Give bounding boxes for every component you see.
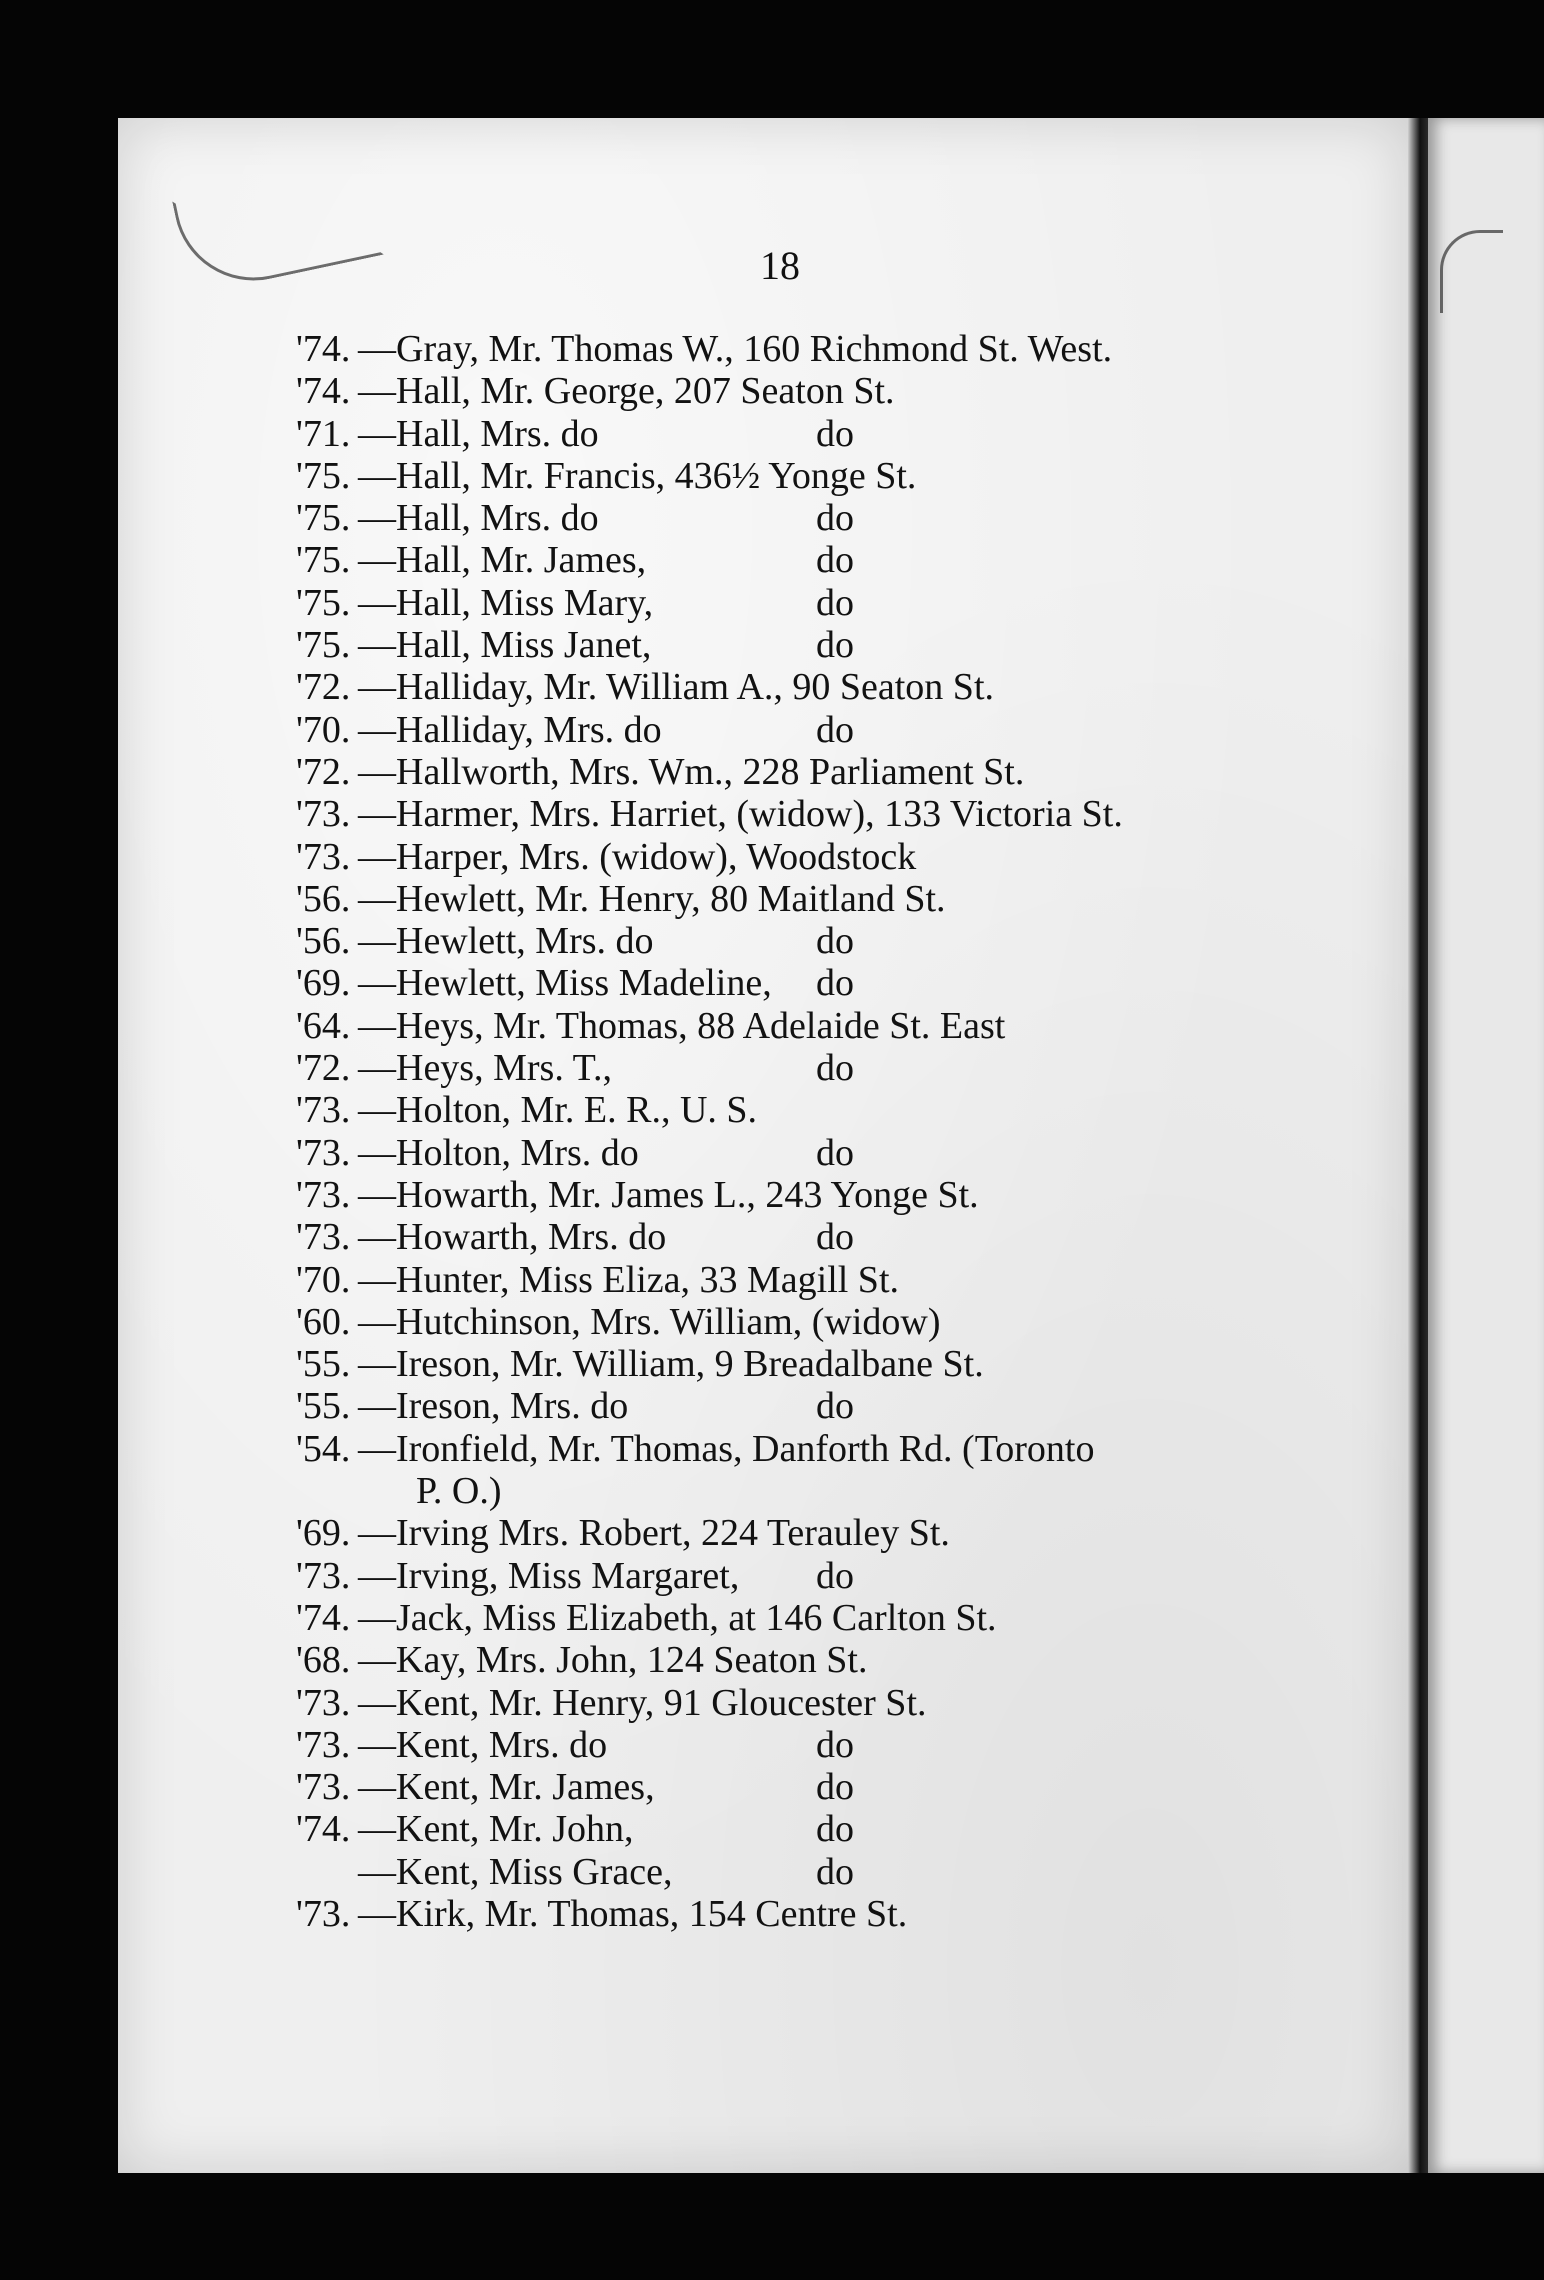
entry-year: '73.	[296, 1131, 351, 1174]
entry-ditto: do	[816, 539, 854, 582]
entry-year: '69.	[296, 1512, 351, 1555]
entry-dash: —	[358, 1131, 396, 1174]
entry-name: Irving Mrs. Robert, 224 Terauley St.	[396, 1512, 950, 1555]
entry-name: Hall, Mrs. do	[396, 412, 599, 455]
list-entry	[296, 1470, 1296, 1512]
list-entry	[296, 666, 1296, 708]
list-entry	[296, 793, 1296, 835]
entry-year: '60.	[296, 1300, 351, 1343]
entry-year: '73.	[296, 1723, 351, 1766]
entry-dash: —	[358, 1512, 396, 1555]
entry-dash: —	[358, 454, 396, 497]
book-gutter	[1408, 118, 1428, 2173]
list-entry	[296, 836, 1296, 878]
list-entry	[296, 1512, 1296, 1554]
list-entry	[296, 1766, 1296, 1808]
entry-year: '74.	[296, 370, 351, 413]
entry-name: Holton, Mr. E. R., U. S.	[396, 1089, 758, 1132]
entry-year: '75.	[296, 624, 351, 667]
list-entry	[296, 1089, 1296, 1131]
entry-name: Heys, Mr. Thomas, 88 Adelaide St. East	[396, 1004, 1006, 1047]
entry-ditto: do	[816, 1850, 854, 1893]
entry-name: Kent, Mrs. do	[396, 1723, 608, 1766]
list-entry	[296, 1132, 1296, 1174]
entry-name: Hall, Mr. George, 207 Seaton St.	[396, 370, 895, 413]
entry-dash: —	[358, 1427, 396, 1470]
entry-year: '73.	[296, 1766, 351, 1809]
entry-name: Hewlett, Mr. Henry, 80 Maitland St.	[396, 877, 946, 920]
entry-year: '64.	[296, 1004, 351, 1047]
entry-dash: —	[358, 1639, 396, 1682]
entry-year: '74.	[296, 328, 351, 370]
entry-ditto: do	[816, 1723, 854, 1766]
entry-dash: —	[358, 497, 396, 540]
list-entry	[296, 413, 1296, 455]
entry-dash: —	[358, 624, 396, 667]
entry-year: '70.	[296, 708, 351, 751]
list-entry	[296, 1893, 1296, 1935]
entry-name: Ironfield, Mr. Thomas, Danforth Rd. (Toronto	[396, 1427, 1095, 1470]
page-number: 18	[760, 243, 800, 288]
entry-name: Hewlett, Mrs. do	[396, 920, 654, 963]
entry-dash: —	[358, 1554, 396, 1597]
list-entry	[296, 751, 1296, 793]
list-entry	[296, 497, 1296, 539]
list-entry	[296, 1005, 1296, 1047]
member-list	[296, 328, 1296, 1935]
entry-dash: —	[358, 1723, 396, 1766]
entry-ditto: do	[816, 581, 854, 624]
entry-name: Hall, Miss Janet,	[396, 624, 652, 667]
list-entry	[296, 1555, 1296, 1597]
entry-dash: —	[358, 1850, 396, 1893]
entry-year: '55.	[296, 1385, 351, 1428]
entry-ditto: do	[816, 1047, 854, 1090]
entry-year: '73.	[296, 835, 351, 878]
entry-dash: —	[358, 1343, 396, 1386]
entry-dash: —	[358, 1004, 396, 1047]
entry-name: Hall, Miss Mary,	[396, 581, 654, 624]
list-entry	[296, 1724, 1296, 1766]
entry-dash: —	[358, 370, 396, 413]
entry-dash: —	[358, 412, 396, 455]
list-entry	[296, 1301, 1296, 1343]
list-entry	[296, 1851, 1296, 1893]
entry-name: Halliday, Mrs. do	[396, 708, 662, 751]
entry-ditto: do	[816, 962, 854, 1005]
entry-name: Holton, Mrs. do	[396, 1131, 639, 1174]
entry-year: '73.	[296, 1892, 351, 1935]
entry-name: Harper, Mrs. (widow), Woodstock	[396, 835, 917, 878]
entry-ditto: do	[816, 708, 854, 751]
entry-year: '72.	[296, 666, 351, 709]
list-entry	[296, 539, 1296, 581]
entry-year: '74.	[296, 1596, 351, 1639]
entry-dash: —	[358, 920, 396, 963]
entry-dash: —	[358, 1385, 396, 1428]
list-entry	[296, 1385, 1296, 1427]
entry-dash: —	[358, 1047, 396, 1090]
entry-dash: —	[358, 666, 396, 709]
entry-year: '75.	[296, 454, 351, 497]
entry-name: Kay, Mrs. John, 124 Seaton St.	[396, 1639, 868, 1682]
entry-dash: —	[358, 328, 396, 370]
entry-name: Hall, Mr. Francis, 436½ Yonge St.	[396, 454, 917, 497]
entry-year: '75.	[296, 497, 351, 540]
entry-dash: —	[358, 750, 396, 793]
entry-name: Hallworth, Mrs. Wm., 228 Parliament St.	[396, 750, 1025, 793]
entry-name: Kent, Mr. John,	[396, 1808, 634, 1851]
entry-name: Irving, Miss Margaret,	[396, 1554, 740, 1597]
entry-name: Kirk, Mr. Thomas, 154 Centre St.	[396, 1892, 908, 1935]
entry-dash: —	[358, 1173, 396, 1216]
entry-year: '72.	[296, 1047, 351, 1090]
entry-year: '75.	[296, 581, 351, 624]
list-entry	[296, 1174, 1296, 1216]
entry-year: '73.	[296, 793, 351, 836]
entry-name: Halliday, Mr. William A., 90 Seaton St.	[396, 666, 994, 709]
list-entry	[296, 624, 1296, 666]
entry-dash: —	[358, 877, 396, 920]
entry-name: Ireson, Mrs. do	[396, 1385, 629, 1428]
facing-page-mark	[1440, 230, 1503, 313]
list-entry	[296, 1259, 1296, 1301]
entry-year: '73.	[296, 1089, 351, 1132]
entry-dash: —	[358, 1216, 396, 1259]
entry-dash: —	[358, 1892, 396, 1935]
entry-dash: —	[358, 962, 396, 1005]
list-entry	[296, 1808, 1296, 1850]
entry-year: '73.	[296, 1681, 351, 1724]
list-entry	[296, 455, 1296, 497]
list-entry	[296, 709, 1296, 751]
entry-dash: —	[358, 835, 396, 878]
entry-name: Hutchinson, Mrs. William, (widow)	[396, 1300, 941, 1343]
list-entry	[296, 962, 1296, 1004]
entry-name: Hall, Mrs. do	[396, 497, 599, 540]
entry-name: Hunter, Miss Eliza, 33 Magill St.	[396, 1258, 899, 1301]
list-entry	[296, 328, 1296, 370]
entry-name: Kent, Mr. James,	[396, 1766, 655, 1809]
list-entry	[296, 1597, 1296, 1639]
entry-dash: —	[358, 1808, 396, 1851]
entry-ditto: do	[816, 1808, 854, 1851]
entry-ditto: do	[816, 1554, 854, 1597]
list-entry	[296, 1639, 1296, 1681]
entry-year: '55.	[296, 1343, 351, 1386]
entry-year: '75.	[296, 539, 351, 582]
entry-name: Kent, Mr. Henry, 91 Gloucester St.	[396, 1681, 927, 1724]
list-entry	[296, 1682, 1296, 1724]
entry-dash: —	[358, 1089, 396, 1132]
list-entry	[296, 920, 1296, 962]
entry-year: '73.	[296, 1554, 351, 1597]
entry-name: Hewlett, Miss Madeline,	[396, 962, 772, 1005]
entry-name: Heys, Mrs. T.,	[396, 1047, 613, 1090]
entry-dash: —	[358, 1300, 396, 1343]
entry-year: '54.	[296, 1427, 351, 1470]
entry-ditto: do	[816, 1766, 854, 1809]
entry-dash: —	[358, 1596, 396, 1639]
entry-name: Howarth, Mr. James L., 243 Yonge St.	[396, 1173, 979, 1216]
list-entry	[296, 1047, 1296, 1089]
entry-ditto: do	[816, 412, 854, 455]
entry-year: '73.	[296, 1216, 351, 1259]
entry-year: '68.	[296, 1639, 351, 1682]
entry-name: P. O.)	[416, 1470, 502, 1513]
entry-ditto: do	[816, 920, 854, 963]
entry-dash: —	[358, 1258, 396, 1301]
entry-name: Harmer, Mrs. Harriet, (widow), 133 Victoria St.	[396, 793, 1123, 836]
facing-page-edge	[1428, 118, 1544, 2173]
entry-ditto: do	[816, 1131, 854, 1174]
list-entry	[296, 582, 1296, 624]
entry-dash: —	[358, 708, 396, 751]
entry-name: Hall, Mr. James,	[396, 539, 647, 582]
entry-year: '70.	[296, 1258, 351, 1301]
entry-year: '73.	[296, 1173, 351, 1216]
list-entry	[296, 370, 1296, 412]
entry-year: '71.	[296, 412, 351, 455]
entry-year: '72.	[296, 750, 351, 793]
entry-dash: —	[358, 1766, 396, 1809]
list-entry	[296, 878, 1296, 920]
entry-name: Howarth, Mrs. do	[396, 1216, 667, 1259]
entry-dash: —	[358, 581, 396, 624]
entry-ditto: do	[816, 497, 854, 540]
entry-year: '74.	[296, 1808, 351, 1851]
entry-year: '69.	[296, 962, 351, 1005]
list-entry	[296, 1216, 1296, 1258]
entry-dash: —	[358, 539, 396, 582]
entry-name: Jack, Miss Elizabeth, at 146 Carlton St.	[396, 1596, 997, 1639]
entry-year: '56.	[296, 920, 351, 963]
entry-name: Ireson, Mr. William, 9 Breadalbane St.	[396, 1343, 984, 1386]
entry-year: '56.	[296, 877, 351, 920]
entry-ditto: do	[816, 1216, 854, 1259]
list-entry	[296, 1428, 1296, 1470]
entry-dash: —	[358, 1681, 396, 1724]
entry-ditto: do	[816, 624, 854, 667]
entry-dash: —	[358, 793, 396, 836]
entry-name: Kent, Miss Grace,	[396, 1850, 673, 1893]
entry-ditto: do	[816, 1385, 854, 1428]
entry-name: Gray, Mr. Thomas W., 160 Richmond St. West.	[396, 328, 1113, 370]
list-entry	[296, 1343, 1296, 1385]
